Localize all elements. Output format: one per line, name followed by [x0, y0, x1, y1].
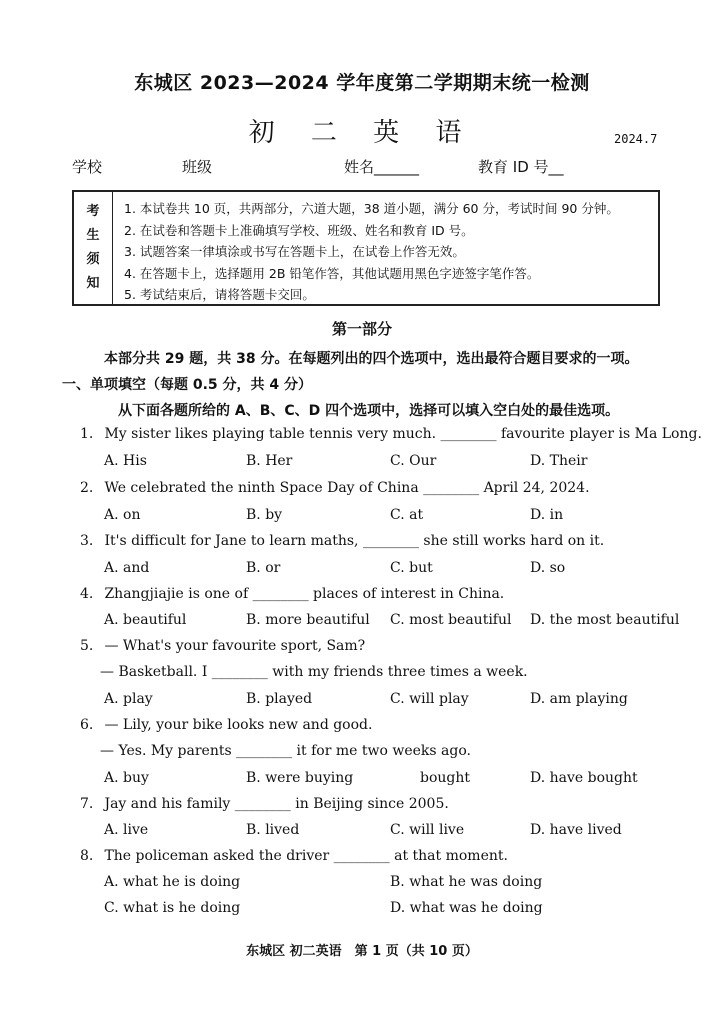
question-6: 6. — Lily, your bike looks new and good. — [80, 717, 373, 733]
option-a: A. His — [104, 453, 147, 469]
question-stem: The policeman asked the driver ________ at that moment. — [104, 848, 508, 864]
option-a: A. buy — [104, 770, 149, 786]
notice-item: 3. 试题答案一律填涂或书写在答题卡上，在试卷上作答无效。 — [124, 244, 465, 259]
option-a: A. live — [104, 822, 149, 838]
school-label: 学校 — [72, 158, 103, 176]
option-b: B. Her — [246, 453, 293, 469]
option-a: A. and — [104, 560, 150, 576]
option-d: D. in — [530, 507, 564, 523]
option-d: D. am playing — [530, 691, 628, 707]
option-b: B. what he was doing — [390, 874, 543, 890]
notice-item: 4. 在答题卡上，选择题用 2B 铅笔作答，其他试题用黑色字迹签字笔作答。 — [124, 265, 540, 281]
option-b: B. more beautiful — [246, 612, 370, 628]
option-b: B. played — [246, 691, 313, 707]
option-d: D. have bought — [530, 770, 638, 786]
option-c: C. but — [390, 560, 433, 576]
option-b: B. lived — [246, 822, 300, 838]
option-d: D. the most beautiful — [530, 612, 680, 628]
exam-title: 东城区 2023—2024 学年度第二学期期末统一检测 — [134, 72, 590, 94]
notice-item: 2. 在试卷和答题卡上准确填写学校、班级、姓名和教育 ID 号。 — [124, 222, 474, 238]
class-label: 班级 — [182, 158, 213, 176]
part-intro: 本部分共 29 题，共 38 分。在每题列出的四个选项中，选出最符合题目要求的一项。 — [104, 351, 639, 367]
question-5: 5. — What's your favourite sport, Sam? — [80, 638, 366, 654]
subject-title: 初 二 英 语 — [248, 118, 476, 148]
option-d: D. Their — [530, 453, 588, 469]
exam-notice-box — [72, 190, 660, 306]
name-label: 姓名______ — [344, 158, 420, 176]
notice-list — [124, 198, 619, 306]
option-b: B. by — [246, 507, 283, 523]
page-footer: 东城区 初二英语 第 1 页（共 10 页） — [246, 944, 478, 959]
option-c: C. Our — [390, 453, 437, 469]
question-8: 8. The policeman asked the driver ________ at that moment. — [80, 848, 508, 864]
option-c: C. most beautiful — [390, 612, 512, 628]
option-c: bought — [420, 770, 471, 786]
question-1: 1. My sister likes playing table tennis very much. ________ favourite player is Ma Long. — [80, 426, 702, 442]
question-stem: — What's your favourite sport, Sam? — [104, 638, 366, 654]
question-2: 2. We celebrated the ninth Space Day of China ________ April 24, 2024. — [80, 480, 590, 496]
question-stem: My sister likes playing table tennis very much. ________ favourite player is Ma Long. — [104, 426, 702, 442]
edu-id-label: 教育 ID 号__ — [478, 158, 564, 176]
option-d: D. so — [530, 560, 566, 576]
question-stem: Jay and his family ________ in Beijing since 2005. — [104, 796, 449, 812]
question-stem: — Lily, your bike looks new and good. — [104, 717, 373, 733]
question-stem: Zhangjiajie is one of ________ places of interest in China. — [104, 586, 505, 602]
question-7: 7. Jay and his family ________ in Beijing since 2005. — [80, 796, 449, 812]
student-info-line — [72, 156, 692, 180]
notice-item: 5. 考试结束后，请将答题卡交回。 — [124, 287, 315, 302]
question-3: 3. It's difficult for Jane to learn maths, ________ she still works hard on it. — [80, 533, 605, 549]
question-stem: We celebrated the ninth Space Day of China ________ April 24, 2024. — [104, 480, 590, 496]
option-a: A. beautiful — [104, 612, 187, 628]
exam-date: 2024.7 — [614, 132, 658, 146]
option-a: A. what he is doing — [104, 874, 241, 890]
option-d: D. what was he doing — [390, 900, 543, 916]
option-c: C. at — [390, 507, 424, 523]
question-4: 4. Zhangjiajie is one of ________ places of interest in China. — [80, 586, 505, 602]
question-6-line-2: — Yes. My parents ________ it for me two weeks ago. — [100, 743, 471, 759]
option-c: C. will play — [390, 691, 469, 707]
notice-label: 考 生 须 知 — [74, 192, 113, 304]
option-a: A. on — [104, 507, 141, 523]
question-stem: It's difficult for Jane to learn maths, ________ she still works hard on it. — [104, 533, 605, 549]
section-instruction: 从下面各题所给的 A、B、C、D 四个选项中，选择可以填入空白处的最佳选项。 — [118, 403, 620, 419]
option-b: B. were buying — [246, 770, 354, 786]
question-5-line-2: — Basketball. I ________ with my friends three times a week. — [100, 664, 528, 680]
option-d: D. have lived — [530, 822, 622, 838]
option-b: B. or — [246, 560, 281, 576]
notice-item: 1. 本试卷共 10 页，共两部分，六道大题，38 道小题，满分 60 分，考试时间 90 分钟。 — [124, 201, 619, 216]
section-title: 一、单项填空（每题 0.5 分，共 4 分） — [62, 377, 313, 393]
option-c: C. what is he doing — [104, 900, 241, 916]
option-c: C. will live — [390, 822, 465, 838]
part-title: 第一部分 — [331, 320, 392, 338]
option-a: A. play — [104, 691, 153, 707]
